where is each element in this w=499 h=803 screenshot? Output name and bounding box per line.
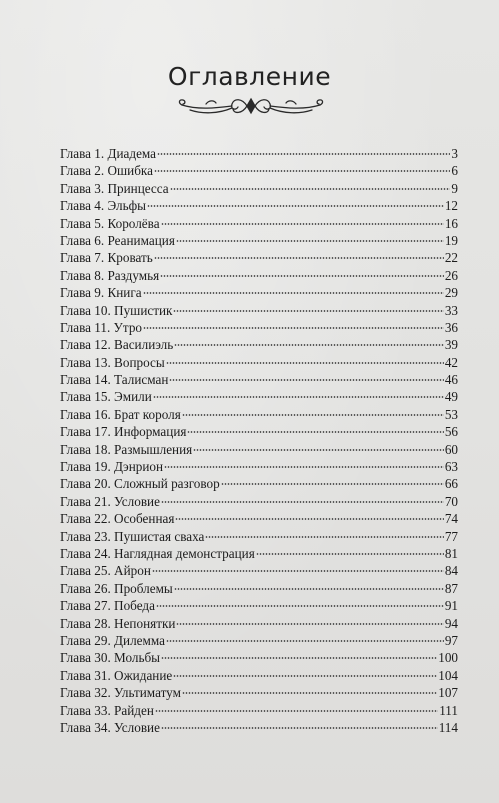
toc-entry: [60, 719, 458, 736]
page-number: 56: [444, 424, 458, 440]
chapter-title: Глава 17. Информация: [60, 424, 187, 440]
chapter-title: Глава 1. Диадема: [60, 146, 157, 161]
dot-leader: [152, 570, 444, 572]
page-number: 107: [438, 685, 458, 701]
toc-entry: [60, 215, 458, 232]
dot-leader: [176, 623, 443, 625]
dot-leader: [256, 553, 444, 555]
dot-leader: [170, 188, 451, 190]
page-number: 46: [444, 372, 458, 388]
page-number: 49: [444, 389, 458, 405]
toc-entry: [60, 684, 458, 701]
dot-leader: [193, 449, 444, 451]
page-number: 26: [444, 267, 458, 283]
page-number: 81: [444, 545, 458, 561]
chapter-title: Глава 3. Принцесса: [60, 180, 169, 196]
dot-leader: [157, 153, 450, 155]
chapter-title: Глава 11. Утро: [60, 319, 143, 335]
dot-leader: [143, 292, 444, 294]
toc-entry: [60, 284, 458, 301]
toc-entry: [60, 145, 458, 162]
dot-leader: [161, 727, 438, 729]
toc-entry: [60, 475, 458, 492]
chapter-title: Глава 21. Условие: [60, 493, 160, 509]
page-title: Оглавление: [167, 62, 332, 91]
chapter-title: Глава 20. Сложный разговор: [60, 476, 220, 492]
page-number: 19: [444, 232, 458, 248]
page-number: 77: [444, 528, 458, 544]
dot-leader: [166, 362, 444, 364]
dot-leader: [187, 431, 443, 433]
toc-entry: [60, 249, 458, 266]
chapter-title: Глава 9. Книга: [60, 285, 142, 301]
toc-entry: [60, 267, 458, 284]
dot-leader: [182, 414, 444, 416]
dot-leader: [161, 657, 437, 659]
dot-leader: [169, 379, 443, 381]
page-number: 91: [444, 598, 458, 614]
toc-entry: [60, 319, 458, 336]
page-number: 114: [438, 719, 458, 735]
toc-entry: [60, 388, 458, 405]
dot-leader: [154, 257, 444, 259]
page-number: 87: [444, 580, 458, 596]
chapter-title: Глава 26. Проблемы: [60, 580, 173, 596]
page-number: 60: [444, 441, 458, 457]
toc-entry: [60, 302, 458, 319]
toc-entry: [60, 423, 458, 440]
page-number: 9: [451, 180, 458, 196]
toc-entry: [60, 667, 458, 684]
toc-entry: [60, 336, 458, 353]
dot-leader: [175, 518, 443, 520]
page-number: 42: [444, 354, 458, 370]
chapter-title: Глава 22. Особенная: [60, 511, 175, 527]
chapter-title: Глава 18. Размышления: [60, 441, 193, 457]
dot-leader: [161, 501, 444, 503]
chapter-title: Глава 7. Кровать: [60, 250, 153, 266]
flourish-divider-icon: [176, 94, 326, 120]
chapter-title: Глава 23. Пушистая сваха: [60, 528, 205, 544]
dot-leader: [154, 170, 450, 172]
toc-entry: [60, 615, 458, 632]
chapter-title: Глава 2. Ошибка: [60, 163, 153, 179]
page-number: 39: [444, 337, 458, 353]
toc-entry: [60, 232, 458, 249]
chapter-title: Глава 27. Победа: [60, 598, 155, 614]
dot-leader: [156, 605, 444, 607]
page-number: 111: [439, 702, 458, 718]
page-number: 100: [438, 650, 458, 666]
toc-entry: [60, 649, 458, 666]
page-number: 66: [444, 476, 458, 492]
page-number: 70: [444, 493, 458, 509]
page-number: 22: [444, 250, 458, 266]
page-number: 94: [444, 615, 458, 631]
page-number: 84: [444, 563, 458, 579]
dot-leader: [160, 275, 444, 277]
page-number: 33: [444, 302, 458, 318]
toc-entry: [60, 180, 458, 197]
dot-leader: [221, 483, 444, 485]
toc-entry: [60, 197, 458, 214]
dot-leader: [143, 327, 444, 329]
chapter-title: Глава 28. Непонятки: [60, 615, 176, 631]
toc-entry: [60, 371, 458, 388]
dot-leader: [182, 692, 437, 694]
toc-entry: [60, 580, 458, 597]
page-number: 104: [438, 667, 458, 683]
chapter-title: Глава 4. Эльфы: [60, 198, 146, 214]
toc-entry: [60, 162, 458, 179]
toc-entry: [60, 702, 458, 719]
page-number: 97: [444, 632, 458, 648]
chapter-title: Глава 30. Мольбы: [60, 650, 161, 666]
page-number: 53: [444, 406, 458, 422]
chapter-title: Глава 25. Айрон: [60, 563, 151, 579]
chapter-title: Глава 33. Райден: [60, 702, 154, 718]
page-number: 63: [444, 459, 458, 475]
dot-leader: [173, 310, 443, 312]
chapter-title: Глава 15. Эмили: [60, 389, 152, 405]
toc-entry: [60, 458, 458, 475]
toc-entry: [60, 493, 458, 510]
chapter-title: Глава 29. Дилемма: [60, 632, 165, 648]
toc-entry: [60, 441, 458, 458]
dot-leader: [161, 223, 444, 225]
page-number: 36: [444, 319, 458, 335]
toc-entry: [60, 597, 458, 614]
chapter-title: Глава 14. Талисман: [60, 372, 169, 388]
chapter-title: Глава 6. Реанимация: [60, 232, 175, 248]
toc-entry: [60, 632, 458, 649]
chapter-title: Глава 5. Королёва: [60, 215, 160, 231]
dot-leader: [155, 710, 438, 712]
table-of-contents: [60, 145, 458, 736]
chapter-title: Глава 8. Раздумья: [60, 267, 160, 283]
page-number: 74: [444, 511, 458, 527]
dot-leader: [176, 240, 444, 242]
dot-leader: [174, 588, 444, 590]
page-number: 16: [444, 215, 458, 231]
chapter-title: Глава 16. Брат короля: [60, 406, 181, 422]
toc-entry: [60, 562, 458, 579]
dot-leader: [147, 205, 444, 207]
chapter-title: Глава 12. Василиэль: [60, 337, 174, 353]
chapter-title: Глава 31. Ожидание: [60, 667, 173, 683]
toc-entry: [60, 354, 458, 371]
chapter-title: Глава 34. Условие: [60, 719, 160, 735]
dot-leader: [166, 640, 444, 642]
dot-leader: [153, 396, 444, 398]
chapter-title: Глава 32. Ультиматум: [60, 685, 181, 701]
toc-entry: [60, 406, 458, 423]
dot-leader: [173, 675, 437, 677]
page-number: 3: [451, 146, 458, 161]
chapter-title: Глава 13. Вопросы: [60, 354, 165, 370]
toc-entry: [60, 545, 458, 562]
dot-leader: [205, 536, 443, 538]
chapter-title: Глава 24. Наглядная демонстрация: [60, 545, 255, 561]
page-number: 12: [444, 198, 458, 214]
dot-leader: [164, 466, 444, 468]
chapter-title: Глава 10. Пушистик: [60, 302, 173, 318]
toc-entry: [60, 510, 458, 527]
dot-leader: [174, 344, 444, 346]
toc-entry: [60, 528, 458, 545]
page-number: 29: [444, 285, 458, 301]
chapter-title: Глава 19. Дэнрион: [60, 459, 164, 475]
page-number: 6: [451, 163, 458, 179]
